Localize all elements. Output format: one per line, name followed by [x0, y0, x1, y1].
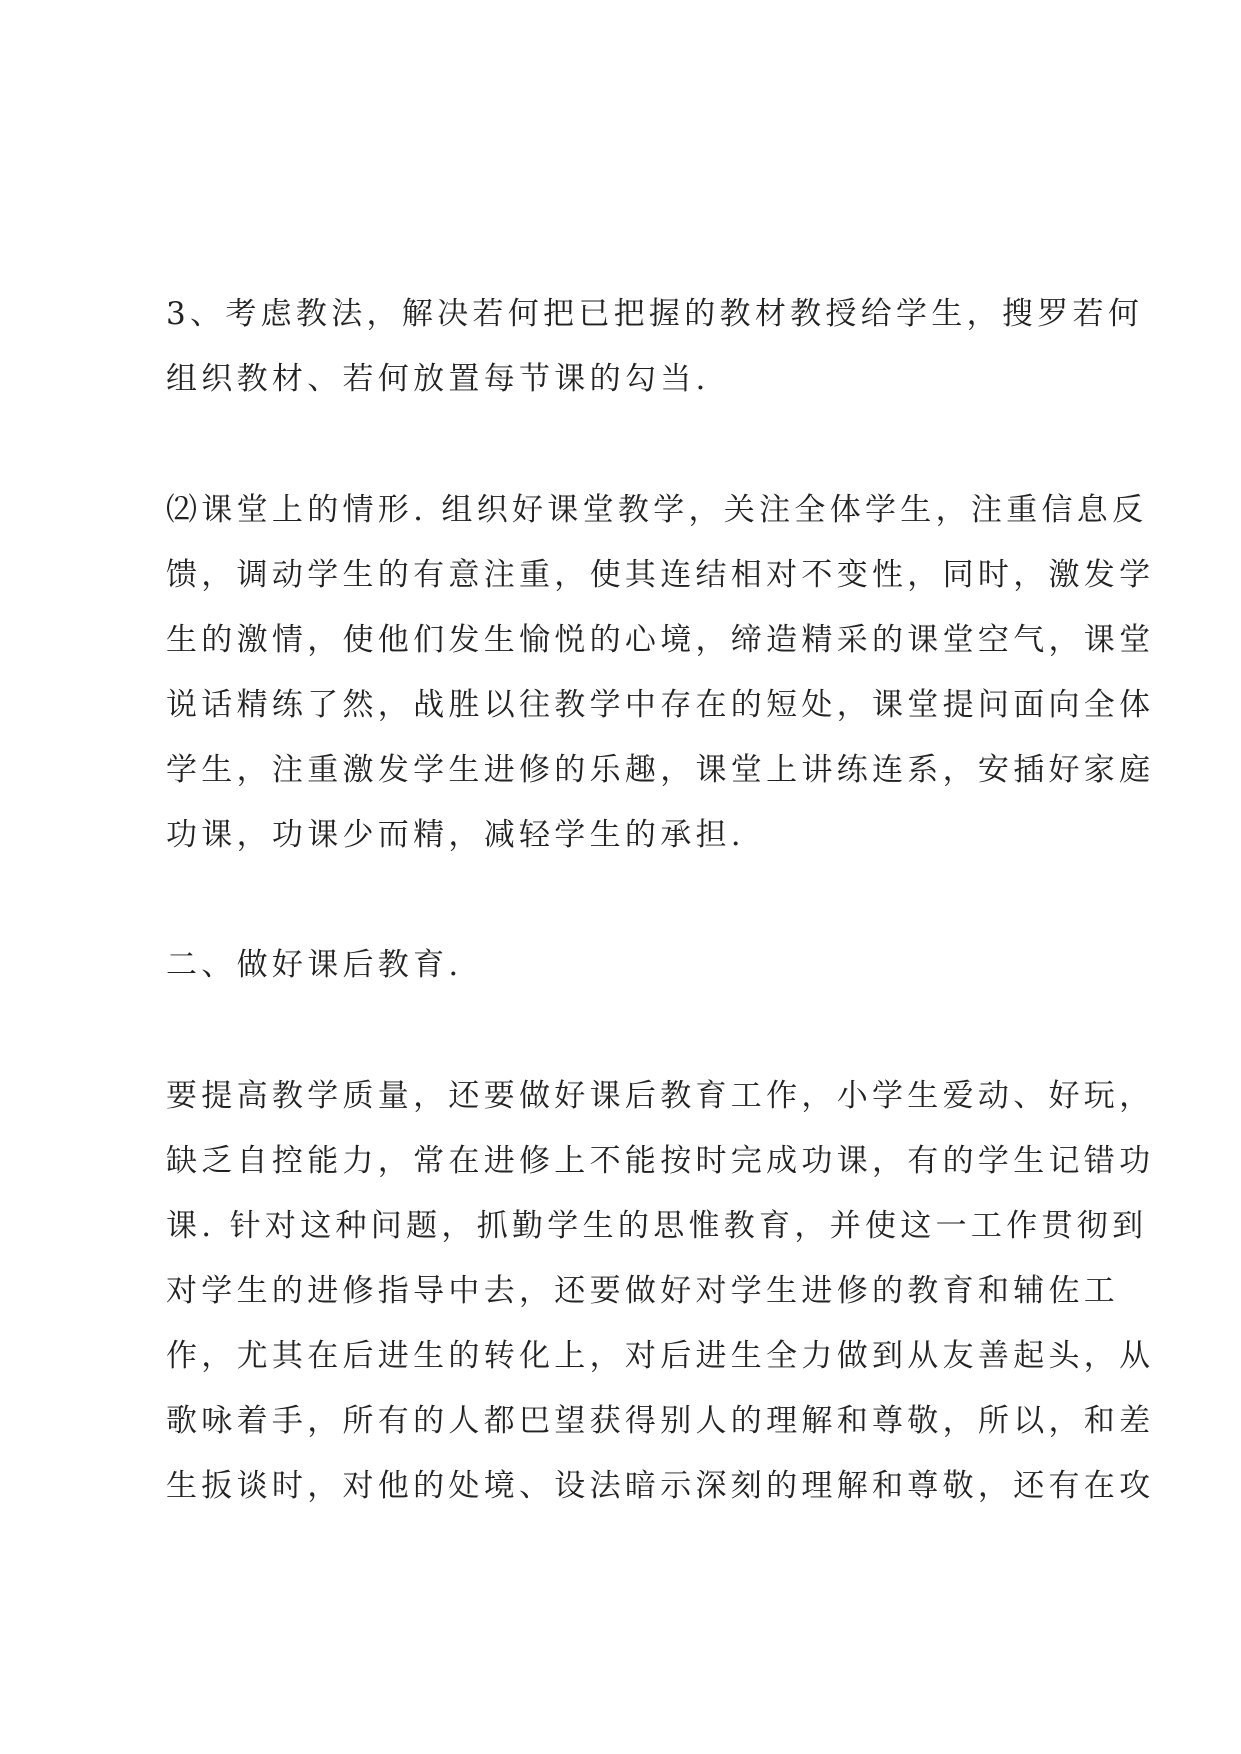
- text-line: 作，尤其在后进生的转化上，对后进生全力做到从友善起头，从: [166, 1338, 1155, 1374]
- text-line: 歌咏着手，所有的人都巴望获得别人的理解和尊敬，所以，和差: [166, 1403, 1155, 1439]
- text-line: 生扳谈时，对他的处境、设法暗示深刻的理解和尊敬，还有在攻: [166, 1468, 1155, 1504]
- text-line: 对学生的进修指导中去，还要做好对学生进修的教育和辅佐工: [166, 1273, 1120, 1309]
- text-line: 3、考虑教法，解决若何把已把握的教材教授给学生，搜罗若何: [166, 296, 1144, 332]
- text-line: 学生，注重激发学生进修的乐趣，课堂上讲练连系，安插好家庭: [166, 752, 1155, 788]
- text-line: 馈，调动学生的有意注重，使其连结相对不变性，同时，激发学: [166, 557, 1155, 593]
- text-line: 说话精练了然，战胜以往教学中存在的短处，课堂提问面向全体: [166, 687, 1155, 723]
- text-line: 功课，功课少而精，减轻学生的承担.: [166, 817, 745, 853]
- text-line: 组织教材、若何放置每节课的勾当.: [166, 361, 710, 397]
- text-line: 生的激情，使他们发生愉悦的心境，缔造精采的课堂空气，课堂: [166, 622, 1155, 658]
- section-heading: 二、做好课后教育.: [166, 947, 463, 983]
- text-line: 缺乏自控能力，常在进修上不能按时完成功课，有的学生记错功: [166, 1143, 1155, 1179]
- text-line: 要提高教学质量，还要做好课后教育工作，小学生爱动、好玩，: [166, 1078, 1155, 1114]
- text-line: ⑵课堂上的情形. 组织好课堂教学，关注全体学生，注重信息反: [166, 492, 1148, 528]
- text-line: 课. 针对这种问题，抓勤学生的思惟教育，并使这一工作贯彻到: [166, 1208, 1148, 1244]
